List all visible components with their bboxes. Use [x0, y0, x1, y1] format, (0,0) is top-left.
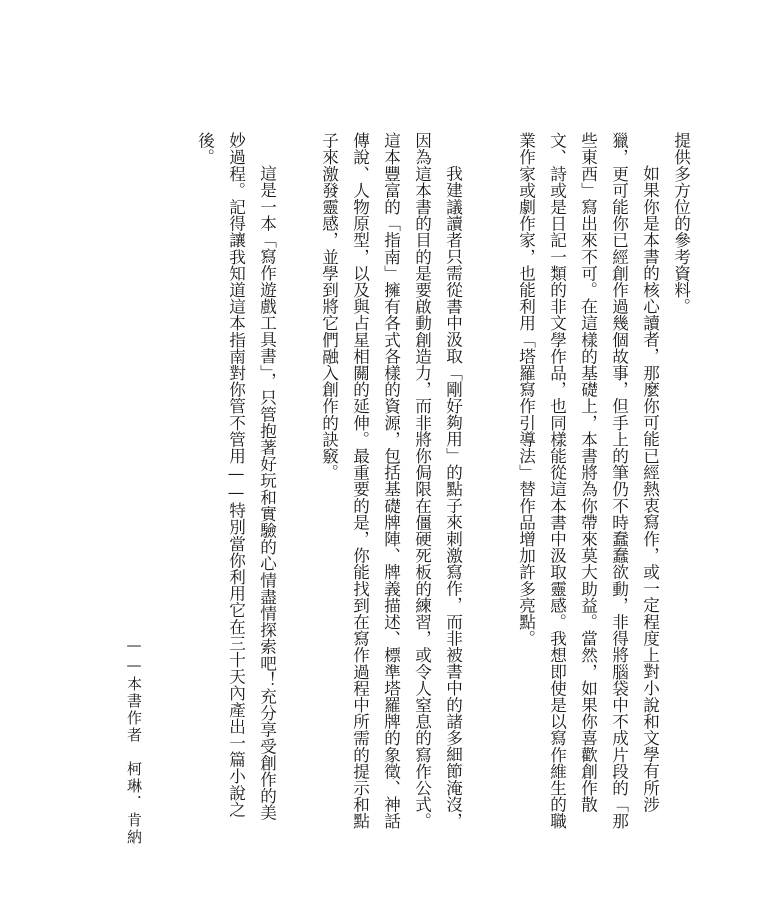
text-column-14: 後。	[195, 132, 215, 166]
text-column-3: 獵，更可能你已經創作過幾個故事，但手上的筆仍不時蠢蠢欲動，非得將腦袋中不成片段的「那	[609, 132, 629, 830]
text-column-6: 業作家或劇作家，也能利用「塔羅寫作引導法」替作品增加許多亮點。	[516, 132, 536, 647]
text-column-9: 這本豐富的「指南」擁有各式各樣的資源，包括基礎牌陣、牌義描述、標準塔羅牌的象徵、神話	[381, 132, 401, 830]
text-column-1: 提供多方位的參考資料。	[671, 132, 691, 315]
text-column-12: 這是一本「寫作遊戲工具書」，只管抱著好玩和實驗的心情盡情探索吧！充分享受創作的美	[257, 165, 277, 821]
text-column-8: 因為這本書的目的是要啟動創造力，而非將你侷限在僵硬死板的練習，或令人窒息的寫作公式。	[412, 132, 432, 830]
text-column-5: 文、詩或是日記一類的非文學作品，也同樣能從這本書中汲取靈感。我想即使是以寫作維生的職	[547, 132, 567, 830]
text-column-11: 子來激發靈感，並學到將它們融入創作的訣竅。	[319, 132, 339, 481]
author-signature: ——本書作者 柯琳．肯納	[125, 636, 143, 846]
text-column-4: 些東西」寫出來不可。在這樣的基礎上，本書將為你帶來莫大助益。當然，如果你喜歡創作散	[578, 132, 598, 813]
text-column-10: 傳說、人物原型，以及與占星相關的延伸。最重要的是，你能找到在寫作過程中所需的提示和點	[350, 132, 370, 830]
text-column-2: 如果你是本書的核心讀者，那麼你可能已經熱衷寫作，或一定程度上對小說和文學有所涉	[640, 165, 660, 813]
text-column-13: 妙過程。記得讓我知道這本指南對你管不管用——特別當你利用它在三十天內產出一篇小說之	[226, 132, 246, 818]
text-column-7: 我建議讀者只需從書中汲取「剛好夠用」的點子來刺激寫作，而非被書中的諸多細節淹沒，	[443, 165, 463, 829]
